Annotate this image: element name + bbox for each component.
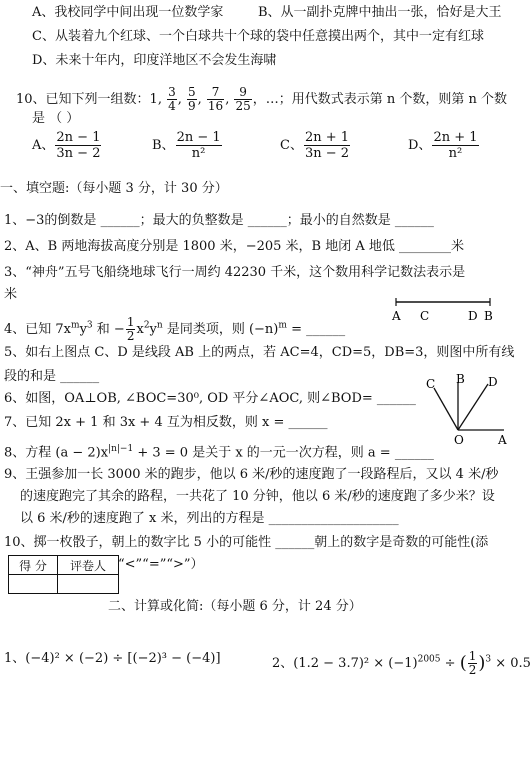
fill-q5-line1: 5、如右上图点 C、D 是线段 AB 上的两点，若 AC=4，CD=5，DB=3，则图中所有线: [4, 345, 515, 360]
fill-q4: 4、已知 $7x^my^3$ 和 − $\frac{1}{2}$ $x^2y^n$ 是同类项，则 $(-n)^m$ = ______: [4, 315, 346, 343]
fill-q9-line1: 9、王强参加一长 3000 米的跑步，他以 6 米/秒的速度跑了一段路程后，又以 4 米/秒: [4, 467, 499, 482]
score-cell: [9, 575, 58, 594]
point-a-angle-label: A: [498, 433, 507, 447]
fill-q6: 6、如图，OA⊥OB, ∠BOC=30⁰, OD 平分∠AOC, 则∠BOD= ______: [4, 391, 416, 406]
calc-q2: 2、$(1.2 - 3.7)^2 \times (-1)^{2005}$ ÷ ( $\frac{1}{2}$ )$^3$ × 0.5: [272, 649, 531, 677]
grader-header: 评卷人: [58, 556, 119, 575]
q9-option-b: B、从一副扑克牌中抽出一张，恰好是大王: [258, 5, 502, 20]
fill-q9-line3: 以 6 米/秒的速度跑了 x 米，列出的方程是 ____________________: [20, 511, 399, 526]
point-a-label: A: [392, 309, 401, 323]
fill-q2: 2、A、B 两地海拔高度分别是 1800 米，−205 米，B 地闭 A 地低 ________米: [4, 239, 465, 254]
ray-oc: [434, 388, 458, 430]
q10-choice-d: D、 $\frac{2n + 1}{\text{n²}}$: [408, 130, 478, 161]
section1-title: 一、填空题:（每小题 3 分，计 30 分）: [0, 181, 228, 196]
q9-option-a: A、我校同学中间出现一位数学家: [32, 5, 224, 20]
section2-title: 二、计算或化简:（每小题 6 分，计 24 分）: [108, 599, 362, 614]
score-header: 得 分: [9, 556, 58, 575]
fill-q8: 8、方程 $(a - 2)x^{|n|-1} + 3 = 0$ 是关于 x 的一元一次方程，则 a = ______: [4, 444, 434, 461]
fill-q10-line2: “<”“=”“>”）: [118, 557, 204, 572]
q10-choice-c: C、 $\frac{2n + 1}{3n - 2}$: [280, 130, 350, 161]
q10-frac-4: $\frac{9}{25}$: [235, 85, 251, 113]
q10-suffix: ，…；用代数式表示第 n 个数，则第 n 个数: [252, 92, 508, 107]
fill-q10-line1: 10、掷一枚骰子，朝上的数字比 5 小的可能性 ______朝上的数字是奇数的可能性(添: [4, 535, 489, 550]
q10-choice-b: B、 $\frac{2n - 1}{\text{n²}}$: [152, 130, 221, 161]
q10-frac-2: $\frac{5}{9}$: [188, 85, 196, 113]
q10-prefix: 10、已知下列一组数：1,: [16, 92, 162, 107]
q10-frac-3: $\frac{7}{16}$: [207, 85, 224, 113]
ray-od: [458, 384, 488, 430]
calc-q1: 1、(−4)² × (−2) ÷ [(−2)³ − (−4)]: [4, 651, 221, 666]
point-d-angle-label: D: [488, 375, 498, 389]
fill-q9-line2: 的速度跑完了其余的路程，一共花了 10 分钟，他以 6 米/秒的速度跑了多少米？设: [20, 489, 495, 504]
segment-figure: [390, 292, 496, 328]
q9-option-c: C、从装着九个红球、一个白球共十个球的袋中任意摸出两个，其中一定有红球: [32, 29, 484, 44]
fill-q1: 1、−3的倒数是 ______；最大的负整数是 ______；最小的自然数是 ______: [4, 213, 434, 228]
q10-choice-a: A、 $\frac{2n - 1}{3n - 2}$: [32, 130, 101, 161]
fill-q7: 7、已知 2x + 1 和 3x + 4 互为相反数，则 x = ______: [4, 415, 328, 430]
angle-figure: [414, 374, 508, 448]
point-b-angle-label: B: [456, 372, 465, 386]
point-c-angle-label: C: [426, 377, 436, 391]
q10-line2: 是 （ ）: [32, 111, 80, 126]
point-c-label: C: [420, 309, 430, 323]
grader-cell: [58, 575, 119, 594]
q10-frac-1: $\frac{3}{4}$: [168, 85, 176, 113]
point-b-label: B: [484, 309, 493, 323]
fill-q3-line2: 米: [4, 287, 18, 302]
fill-q3-line1: 3、“神舟”五号飞船绕地球飞行一周约 42230 千米，这个数用科学记数法表示是: [4, 265, 466, 280]
point-d-label: D: [468, 309, 478, 323]
q9-option-d: D、未来十年内，印度洋地区不会发生海啸: [32, 53, 277, 68]
q10-stem: 10、已知下列一组数：1, $\frac{3}{4}$ , $\frac{5}{9}$ , $\frac{7}{16}$ , $\frac{9}{25}$ ，…；用代数式表示第 n 个数，则第 n 个数: [16, 85, 508, 113]
fill-q5-line2: 段的和是 ______: [4, 369, 100, 384]
score-table: [8, 555, 119, 594]
point-o-label: O: [454, 433, 464, 447]
